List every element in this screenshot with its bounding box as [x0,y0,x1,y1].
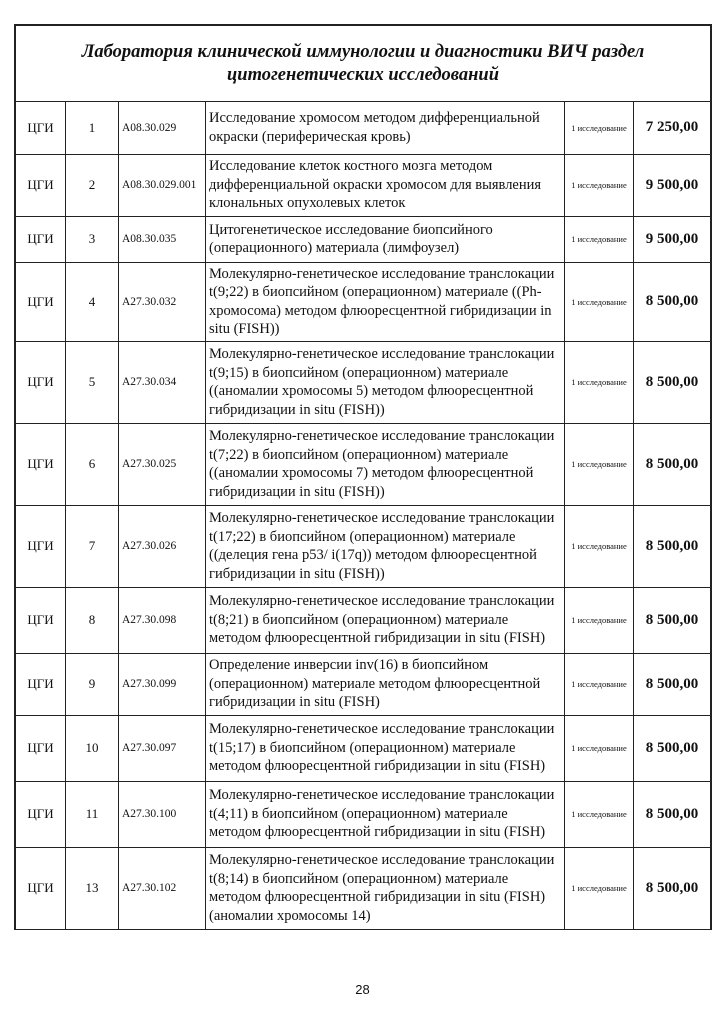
price-cell: 8 500,00 [634,653,711,715]
price-list-sheet [14,24,712,930]
table-row [16,102,710,154]
service-code-cell: A27.30.025 [119,423,206,505]
service-name-cell: Молекулярно-генетическое исследование транслокации t(8;21) в биопсийном (операционном) материале методом флюоресцентной гибридизации in situ (FISH) [206,587,565,653]
service-code-cell: A08.30.029 [119,102,206,154]
row-number-cell: 9 [66,653,119,715]
price-cell: 8 500,00 [634,341,711,423]
department-cell: ЦГИ [16,341,66,423]
unit-cell: 1 исследование [565,262,634,341]
service-code-cell: A27.30.032 [119,262,206,341]
service-name-cell: Молекулярно-генетическое исследование транслокации t(8;14) в биопсийном (операционном) материале методом флюоресцентной гибридизации in situ (FISH) (аномалии хромосомы 14) [206,847,565,929]
unit-cell: 1 исследование [565,102,634,154]
price-cell: 8 500,00 [634,847,711,929]
table-row [16,781,710,847]
department-cell: ЦГИ [16,587,66,653]
service-code-cell: A27.30.034 [119,341,206,423]
unit-cell: 1 исследование [565,341,634,423]
service-code-cell: A27.30.102 [119,847,206,929]
page-number: 28 [355,982,370,997]
department-cell: ЦГИ [16,216,66,262]
row-number-cell: 6 [66,423,119,505]
section-title: Лаборатория клинической иммунологии и диагностики ВИЧ раздел цитогенетических исследований [81,41,645,85]
department-cell: ЦГИ [16,262,66,341]
price-cell: 9 500,00 [634,216,711,262]
department-cell: ЦГИ [16,781,66,847]
service-name-cell: Определение инверсии inv(16) в биопсийном (операционном) материале методом флюоресцентной гибридизации in situ (FISH) [206,653,565,715]
service-code-cell: A27.30.097 [119,715,206,781]
row-number-cell: 10 [66,715,119,781]
table-row [16,587,710,653]
department-cell: ЦГИ [16,423,66,505]
table-row [16,341,710,423]
row-number-cell: 11 [66,781,119,847]
table-row [16,505,710,587]
row-number-cell: 3 [66,216,119,262]
service-code-cell: A27.30.100 [119,781,206,847]
table-row [16,216,710,262]
department-cell: ЦГИ [16,715,66,781]
unit-cell: 1 исследование [565,653,634,715]
unit-cell: 1 исследование [565,847,634,929]
service-name-cell: Молекулярно-генетическое исследование транслокации t(17;22) в биопсийном (операционном) материале ((делеция гена p53/ i(17q)) методом флюоресцентной гибридизации in situ (FISH)) [206,505,565,587]
row-number-cell: 2 [66,154,119,216]
service-name-cell: Молекулярно-генетическое исследование транслокации t(4;11) в биопсийном (операционном) материале методом флюоресцентной гибридизации in situ (FISH) [206,781,565,847]
row-number-cell: 5 [66,341,119,423]
price-cell: 8 500,00 [634,505,711,587]
service-name-cell: Цитогенетическое исследование биопсийного (операционного) материала (лимфоузел) [206,216,565,262]
service-code-cell: A27.30.026 [119,505,206,587]
service-name-cell: Молекулярно-генетическое исследование транслокации t(7;22) в биопсийном (операционном) материале ((аномалии хромосомы 7) методом флюоресцентной гибридизации in situ (FISH)) [206,423,565,505]
table-row [16,653,710,715]
service-name-cell: Исследование хромосом методом дифференциальной окраски (периферическая кровь) [206,102,565,154]
service-code-cell: A27.30.098 [119,587,206,653]
row-number-cell: 8 [66,587,119,653]
department-cell: ЦГИ [16,847,66,929]
table-row [16,847,710,929]
unit-cell: 1 исследование [565,423,634,505]
unit-cell: 1 исследование [565,715,634,781]
price-cell: 8 500,00 [634,262,711,341]
price-cell: 8 500,00 [634,423,711,505]
service-name-cell: Молекулярно-генетическое исследование транслокации t(9;15) в биопсийном (операционном) материале ((аномалии хромосомы 5) методом флюоресцентной гибридизации in situ (FISH)) [206,341,565,423]
row-number-cell: 7 [66,505,119,587]
table-row [16,715,710,781]
unit-cell: 1 исследование [565,587,634,653]
service-code-cell: A08.30.029.001 [119,154,206,216]
service-name-cell: Молекулярно-генетическое исследование транслокации t(9;22) в биопсийном (операционном) материале ((Ph-хромосома) методом флюоресцентной гибридизации in situ (FISH)) [206,262,565,341]
service-name-cell: Исследование клеток костного мозга методом дифференциальной окраски хромосом для выявления клональных опухолевых клеток [206,154,565,216]
table-row [16,423,710,505]
price-cell: 8 500,00 [634,781,711,847]
service-name-cell: Молекулярно-генетическое исследование транслокации t(15;17) в биопсийном (операционном) материале методом флюоресцентной гибридизации in situ (FISH) [206,715,565,781]
unit-cell: 1 исследование [565,216,634,262]
row-number-cell: 1 [66,102,119,154]
services-table [16,102,710,930]
table-row [16,262,710,341]
price-cell: 7 250,00 [634,102,711,154]
unit-cell: 1 исследование [565,154,634,216]
department-cell: ЦГИ [16,505,66,587]
service-code-cell: A08.30.035 [119,216,206,262]
price-cell: 9 500,00 [634,154,711,216]
section-header [16,26,710,102]
row-number-cell: 13 [66,847,119,929]
price-cell: 8 500,00 [634,587,711,653]
department-cell: ЦГИ [16,653,66,715]
department-cell: ЦГИ [16,102,66,154]
price-cell: 8 500,00 [634,715,711,781]
unit-cell: 1 исследование [565,781,634,847]
services-table-body [16,102,710,929]
unit-cell: 1 исследование [565,505,634,587]
table-row [16,154,710,216]
service-code-cell: A27.30.099 [119,653,206,715]
department-cell: ЦГИ [16,154,66,216]
row-number-cell: 4 [66,262,119,341]
